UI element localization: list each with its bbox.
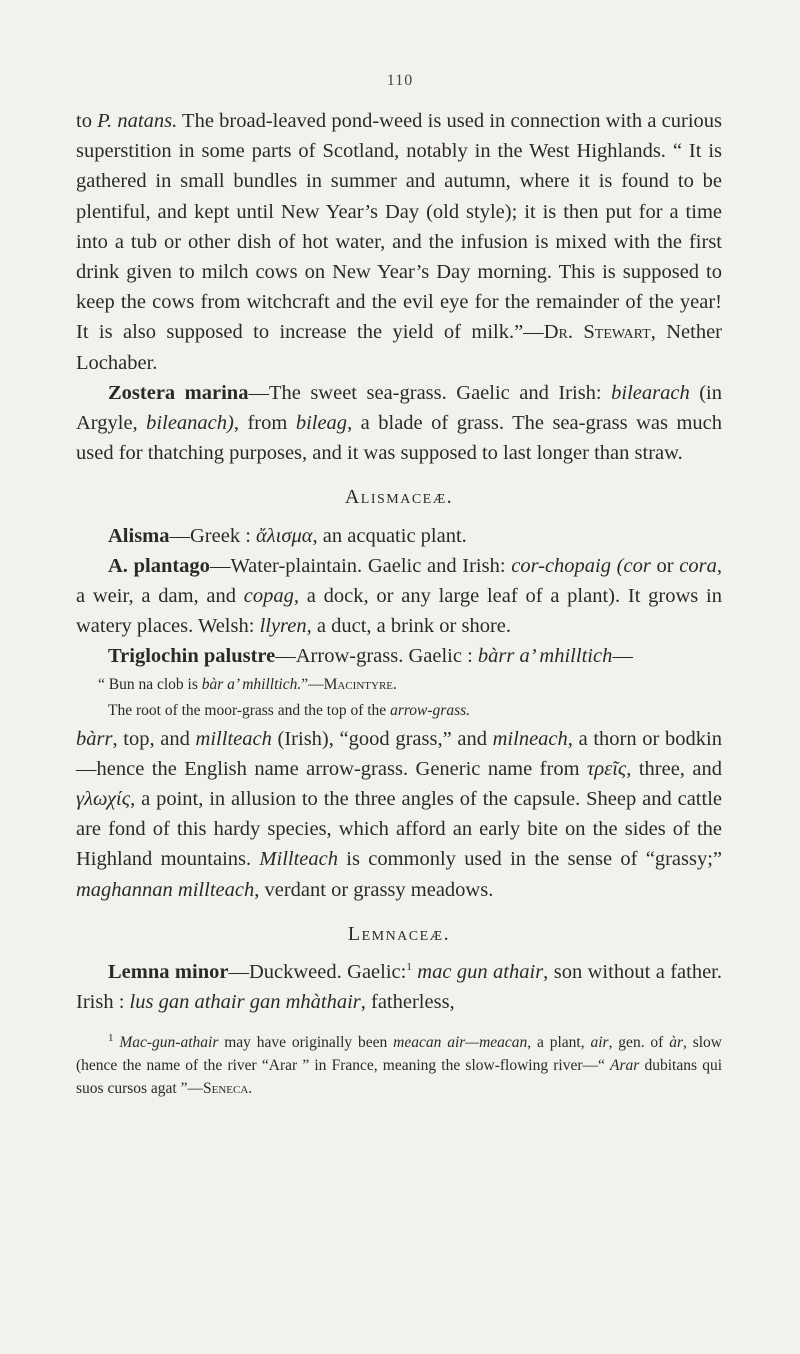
text: dubitans qui suos cursos agat ”— [76,1057,722,1098]
text: , a point, in allusion to the three angles of the capsule. Sheep and cattle are fond of this hardy species, which afford an early bite on the sides of the Highland mountains. [76,788,722,871]
footnote [76,1031,722,1100]
text: , a blade of grass. The sea-grass was much used for thatching purposes, and it was supposed to last longer than straw. [76,412,722,465]
section-heading-alismaceae: Alismaceæ. [344,486,454,509]
italic-text: Arar [610,1057,640,1075]
footnote-marker: 1 [406,961,412,974]
italic-text: arrow-grass. [390,701,471,719]
italic-text: cor-chopaig (cor [511,554,651,577]
italic-text: lus gan athair gan mhàthair [129,991,361,1014]
greek-text: ἄλισμα [256,524,313,547]
italic-text: llyren [259,615,307,638]
paragraph-barr [76,724,722,905]
quote-translation [76,698,722,724]
text: to [76,110,98,132]
text: — [612,645,633,668]
text: —The sweet sea-grass. Gaelic and Irish: [248,381,612,404]
italic-text: meacan air—meacan [393,1034,528,1052]
paragraph-plantago [76,551,722,642]
text: is commonly used in the sense of “grassy;” [337,848,722,871]
text: , top, and [112,727,196,750]
author-name: Seneca. [203,1080,253,1098]
italic-text: milneach [492,727,568,750]
species-name: Zostera marina [108,381,249,404]
italic-text: air [590,1034,609,1052]
italic-text: bileag [295,412,348,435]
italic-text: Millteach [259,848,338,871]
text: , gen. of [608,1034,670,1052]
paragraph-lemna [76,957,722,1017]
italic-text: Mac-gun-athair [119,1034,219,1052]
italic-text: bàrr a’ mhilltich [477,645,613,668]
text: , a weir, a dam, and [76,554,722,608]
italic-text: àr [669,1034,683,1052]
italic-text: mac gun athair [417,961,544,984]
text: , fatherless, [360,991,455,1014]
text: , slow (hence the name of the river “Arar ” in France, meaning the slow-flowing river—“ [76,1034,722,1075]
quote-gaelic [76,672,722,698]
italic-text: copag [243,585,294,608]
text: —Greek : [169,524,257,547]
text: , verdant or grassy meadows. [254,878,494,901]
text: or [650,554,680,577]
paragraph-alisma [76,521,722,551]
species-name: Triglochin palustre [108,645,276,668]
greek-text: τρεῖς [586,757,627,780]
text: , from [233,412,296,435]
species-name: Lemna minor [108,961,229,984]
text: , a thorn or bodkin—hence the English name arrow-grass. Generic name from [76,727,722,780]
text: —Arrow-grass. Gaelic : [275,645,478,668]
text: , a dock, or any large leaf of a plant). It grows in watery places. Welsh: [76,585,723,638]
paragraph-zostera [76,378,722,469]
section-heading-lemnaceae: Lemnaceæ. [347,922,451,945]
footnote-number: 1 [108,1032,114,1045]
text: The root of the moor-grass and the top of the [108,701,391,719]
text: —Water-plaintain. Gaelic and Irish: [209,554,512,577]
italic-text: P. natans. [97,110,178,132]
italic-text: bàr a’ mhilltich. [201,675,302,693]
italic-text: maghannan millteach [76,878,255,901]
italic-text: bileanach) [146,412,234,435]
italic-text: millteach [195,727,272,750]
text: ”— [301,675,324,693]
page-body [76,106,722,1100]
author-name: Dr. Stewart [543,321,651,344]
species-name: A. plantago [108,554,210,577]
italic-text: bàrr [76,727,113,750]
text: (in Argyle, [76,381,722,435]
text: may have originally been [218,1034,394,1052]
text: , Nether Lochaber. [76,321,722,374]
greek-text: γλωχίς [76,788,131,811]
text: “ Bun na clob is [98,675,202,693]
italic-text: cora [679,554,717,577]
paragraph-potamogeton [76,106,722,378]
text: , a duct, a brink or shore. [306,615,511,638]
italic-text: bilearach [611,381,690,404]
paragraph-triglochin [76,641,722,671]
author-name: Macintyre. [323,675,397,693]
page-number: 110 [386,72,414,89]
text: The broad-leaved pond-weed is used in connection with a curious superstition in some parts of Scotland, notably in the West Highlands. “ It is gathered in small bundles in summer and autumn, where it is found to be plentiful, and kept until New Year’s Day (old style); it is then put for a time into a tub or other dish of hot water, and the infusion is mixed with the first drink given to milch cows on New Year’s Day morning. This is supposed to keep the cows from witchcraft and the evil eye for the remainder of the year! It is also supposed to increase the yield of milk.”— [76,110,722,344]
text: , son without a father. Irish : [76,961,723,1014]
species-name: Alisma [108,524,170,547]
text: , an acquatic plant. [312,524,467,547]
text: —Duckweed. Gaelic: [228,961,407,984]
text: (Irish), “good grass,” and [271,727,493,750]
text: , three, and [626,757,722,780]
text: , a plant, [527,1034,591,1052]
